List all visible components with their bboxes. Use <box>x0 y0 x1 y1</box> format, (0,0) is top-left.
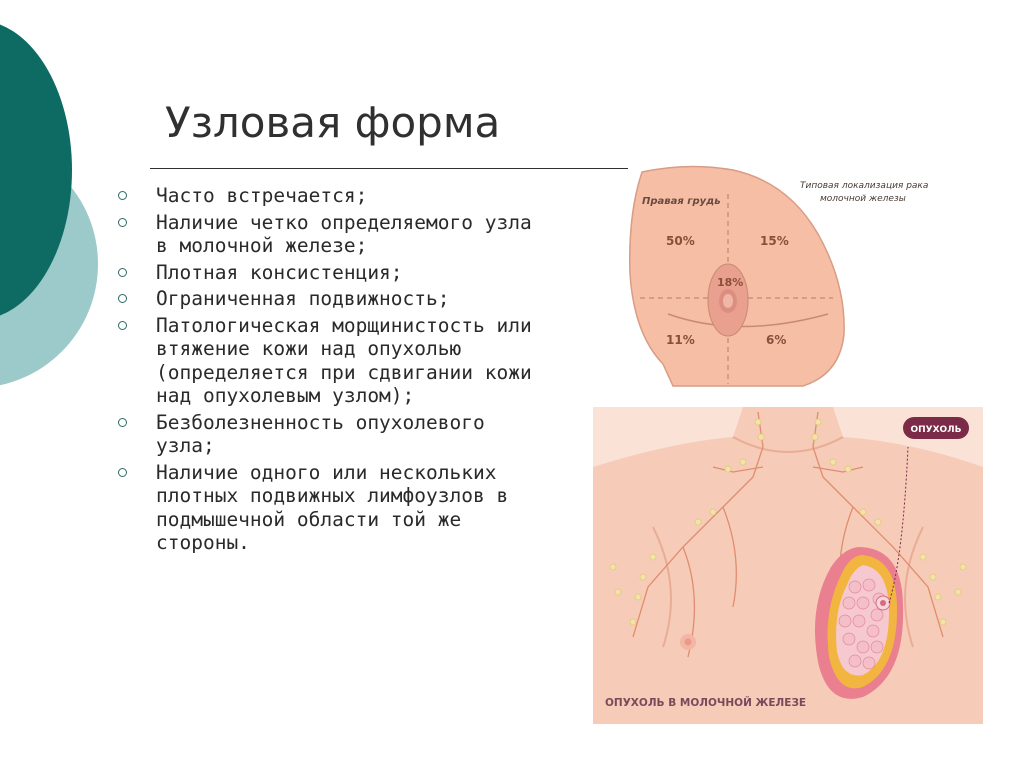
bullet-circle-icon <box>118 321 127 330</box>
percent-center: 18% <box>717 276 744 289</box>
bullet-text: Ограниченная подвижность; <box>156 287 450 310</box>
caption-line-2: молочной железы <box>820 194 906 204</box>
percent-lower-inner: 6% <box>766 333 787 347</box>
bullet-item <box>118 287 548 311</box>
bullet-text: Наличие четко определяемого узла в молочной железе; <box>156 210 532 257</box>
slide-title: Узловая форма <box>165 98 501 147</box>
bullet-circle-icon <box>118 294 127 303</box>
bullet-circle-icon <box>118 268 127 277</box>
percent-lower-outer: 11% <box>666 333 695 347</box>
bullet-text: Наличие одного или нескольких плотных подвижных лимфоузлов в подмышечной области той же стороны. <box>156 460 509 554</box>
bullet-text: Патологическая морщинистость или втяжение кожи над опухолью (определяется при сдвигании кожи над опухолевым узлом); <box>156 313 532 407</box>
bullet-circle-icon <box>118 418 127 427</box>
bullet-text: Безболезненность опухолевого узла; <box>156 410 485 457</box>
bullet-item <box>118 314 548 408</box>
bullet-item <box>118 461 548 555</box>
tumor-tag-label: ОПУХОЛЬ <box>910 425 962 435</box>
bullet-circle-icon <box>118 468 127 477</box>
percent-upper-outer: 50% <box>666 234 695 248</box>
bullet-list <box>118 184 548 558</box>
bullet-circle-icon <box>118 191 127 200</box>
bullet-item <box>118 411 548 458</box>
tumor-caption: ОПУХОЛЬ В МОЛОЧНОЙ ЖЕЛЕЗЕ <box>605 697 807 709</box>
bullet-item <box>118 211 548 258</box>
bullet-text: Плотная консистенция; <box>156 260 403 284</box>
side-label: Правая грудь <box>642 196 721 207</box>
breast-quadrant-diagram <box>628 164 975 399</box>
caption-line-1: Типовая локализация рака <box>800 181 929 191</box>
percent-upper-inner: 15% <box>760 234 789 248</box>
tumor-illustration <box>593 407 983 724</box>
bullet-circle-icon <box>118 218 127 227</box>
bullet-item <box>118 261 548 285</box>
bullet-text: Часто встречается; <box>156 184 368 207</box>
bullet-item <box>118 184 548 208</box>
